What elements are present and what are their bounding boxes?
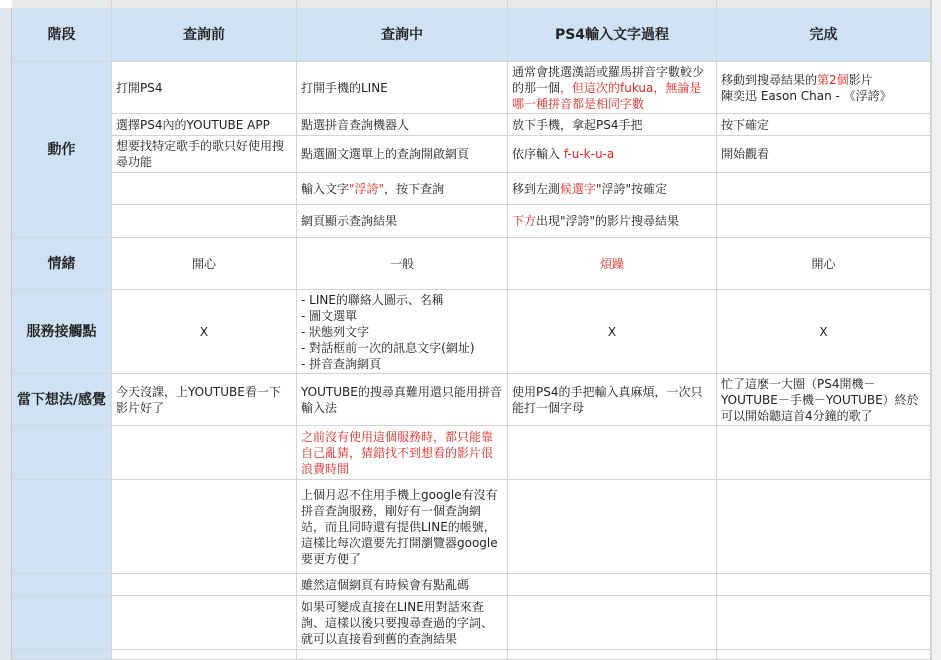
touchpoint-done[interactable]: X <box>717 290 931 374</box>
action-ps4-2[interactable]: 放下手機，拿起PS4手把 <box>508 114 717 136</box>
label-thoughts[interactable]: 當下想法/感覺 <box>12 374 112 426</box>
label-filler[interactable] <box>12 596 112 650</box>
thought-during-4[interactable]: 雖然這個網頁有時候會有點亂碼 <box>297 574 508 596</box>
header-done[interactable]: 完成 <box>717 8 931 62</box>
empty-cell[interactable] <box>717 574 931 596</box>
action-during-3[interactable]: 點選圖文選單上的查詢開啟網頁 <box>297 136 508 173</box>
empty-cell[interactable] <box>717 480 931 574</box>
action-during-2[interactable]: 點選拼音查詢機器人 <box>297 114 508 136</box>
label-action[interactable]: 動作 <box>12 62 112 238</box>
next-column-edge[interactable] <box>931 0 941 660</box>
empty-cell[interactable] <box>508 480 717 574</box>
list-item: - 圖文選單 <box>301 308 358 323</box>
emotion-before[interactable]: 開心 <box>112 238 297 290</box>
empty-cell[interactable] <box>508 596 717 650</box>
action-done-2[interactable]: 按下確定 <box>717 114 931 136</box>
strip-cell <box>12 0 112 8</box>
action-done-3[interactable]: 開始觀看 <box>717 136 931 173</box>
touchpoint-before[interactable]: X <box>112 290 297 374</box>
action-before-2[interactable]: 選擇PS4內的YOUTUBE APP <box>112 114 297 136</box>
label-emotion[interactable]: 情緒 <box>12 238 112 290</box>
row-number-column[interactable] <box>0 8 12 660</box>
label-filler[interactable] <box>12 426 112 480</box>
list-item: - 拼音查詢網頁 <box>301 356 382 371</box>
header-ps4[interactable]: PS4輸入文字過程 <box>508 8 717 62</box>
action-before-1[interactable]: 打開PS4 <box>112 62 297 114</box>
touchpoint-during[interactable] <box>297 290 508 374</box>
empty-cell[interactable] <box>717 650 931 660</box>
thought-ps4[interactable]: 使用PS4的手把輸入真麻煩，一次只能打一個字母 <box>508 374 717 426</box>
strip-cell <box>112 0 297 8</box>
action-ps4-1[interactable]: 通常會挑選漢語或羅馬拼音字數較少的那一個，但這次的fukua，無論是哪一種拼音都是相同字數 <box>508 62 717 114</box>
list-item: - LINE的聯絡人圖示、名稱 <box>301 292 444 307</box>
thought-during-3[interactable]: 上個月忍不住用手機上google有沒有拼音查詢服務，剛好有一個查詢網站，而且同時還有提供LINE的帳號，這樣比每次還要先打開瀏覽器google要更方便了 <box>297 480 508 574</box>
empty-cell[interactable] <box>717 596 931 650</box>
empty-cell[interactable] <box>112 574 297 596</box>
action-done-4[interactable] <box>717 173 931 205</box>
thought-during-2[interactable]: 之前沒有使用這個服務時，都只能靠自己亂猜，猜錯找不到想看的影片很浪費時間 <box>297 426 508 480</box>
header-during[interactable]: 查詢中 <box>297 8 508 62</box>
list-item: - 對話框前一次的訊息文字(網址) <box>301 340 475 355</box>
header-before[interactable]: 查詢前 <box>112 8 297 62</box>
strip-cell <box>297 0 508 8</box>
label-touchpoint[interactable]: 服務接觸點 <box>12 290 112 374</box>
action-during-1[interactable]: 打開手機的LINE <box>297 62 508 114</box>
action-ps4-3[interactable]: 依序輸入 f-u-k-u-a <box>508 136 717 173</box>
emotion-during[interactable]: 一般 <box>297 238 508 290</box>
empty-cell[interactable] <box>508 426 717 480</box>
label-filler[interactable] <box>12 480 112 574</box>
action-before-5[interactable] <box>112 205 297 238</box>
empty-cell[interactable] <box>717 426 931 480</box>
empty-cell[interactable] <box>508 650 717 660</box>
strip-cell <box>717 0 931 8</box>
empty-cell[interactable] <box>297 650 508 660</box>
strip-cell <box>508 0 717 8</box>
thought-during-1[interactable]: YOUTUBE的搜尋真難用還只能用拼音輸入法 <box>297 374 508 426</box>
touchpoint-list <box>301 292 475 372</box>
list-item: - 狀態列文字 <box>301 324 370 339</box>
action-during-5[interactable]: 網頁顯示查詢結果 <box>297 205 508 238</box>
action-done-5[interactable] <box>717 205 931 238</box>
touchpoint-ps4[interactable]: X <box>508 290 717 374</box>
empty-cell[interactable] <box>112 650 297 660</box>
empty-cell[interactable] <box>112 426 297 480</box>
header-stage[interactable]: 階段 <box>12 8 112 62</box>
action-ps4-4[interactable]: 移到左測候選字"浮誇"按確定 <box>508 173 717 205</box>
empty-cell[interactable] <box>508 574 717 596</box>
emotion-ps4[interactable]: 煩躁 <box>508 238 717 290</box>
action-done-1[interactable]: 移動到搜尋結果的第2個影片 陳奕迅 Eason Chan - 《浮誇》 <box>717 62 931 114</box>
label-filler[interactable] <box>12 650 112 660</box>
label-filler[interactable] <box>12 574 112 596</box>
action-ps4-5[interactable]: 下方出現"浮誇"的影片搜尋結果 <box>508 205 717 238</box>
empty-cell[interactable] <box>112 596 297 650</box>
thought-done[interactable]: 忙了這麼一大圈（PS4開機－YOUTUBE－手機－YOUTUBE）終於可以開始聽這首4分鐘的歌了 <box>717 374 931 426</box>
action-before-3[interactable]: 想要找特定歌手的歌只好使用搜尋功能 <box>112 136 297 173</box>
thought-during-5[interactable]: 如果可變成直接在LINE用對話來查詢、這樣以後只要搜尋查過的字詞、就可以直接看到舊的查詢結果 <box>297 596 508 650</box>
emotion-done[interactable]: 開心 <box>717 238 931 290</box>
thought-before[interactable]: 今天沒課，上YOUTUBE看一下影片好了 <box>112 374 297 426</box>
action-during-4[interactable]: 輸入文字"浮誇"，按下查詢 <box>297 173 508 205</box>
action-before-4[interactable] <box>112 173 297 205</box>
empty-cell[interactable] <box>112 480 297 574</box>
